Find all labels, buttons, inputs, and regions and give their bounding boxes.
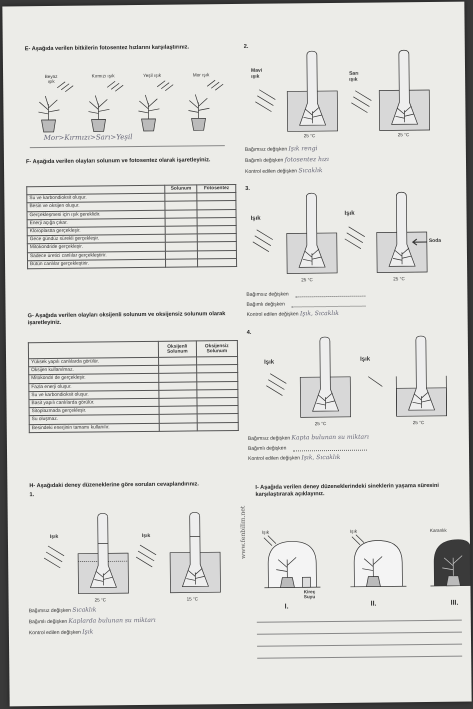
row-statement: Su ve karbondioksit oluşur. (29, 390, 159, 400)
row-statement: Besin ve oksijen oluşur. (27, 202, 165, 212)
plants-illustration (33, 72, 224, 134)
section-g-title: G- Aşağıda verilen olayları oksijenli solunum ve oksijensiz solunum olarak işaretleyiniz. (27, 311, 226, 327)
control-variable: Kontrol edilen değişken Işık (28, 628, 94, 637)
section-i-title: I- Aşağıda verilen deney düzeneklerindeki sineklerin yaşama süresini karşılaştırarak açıklayınız. (255, 482, 439, 498)
table-header: Oksijenli Solunum (158, 341, 196, 357)
section-i-apparatus (258, 524, 469, 616)
control-variable: Kontrol edilen değişken Sıcaklık (245, 167, 323, 175)
setup-numeral: III. (450, 599, 459, 607)
answer-line (30, 145, 225, 148)
experiment-2 (251, 46, 442, 140)
answer-line (293, 450, 367, 452)
dependent-variable: Bağımlı değişken (246, 301, 285, 308)
experiment-3 (250, 192, 451, 286)
table-header: Oksijensiz Solunum (196, 340, 237, 356)
plant-label: Kırmızı ışık (91, 73, 115, 79)
soda-label: Soda (428, 237, 442, 244)
light-label: Sarı ışık (349, 70, 359, 83)
temperature-label: 25 °C (412, 420, 425, 426)
control-variable: Kontrol edilen değişken Işık, Sıcaklık (246, 309, 339, 318)
answer-line (257, 632, 462, 635)
light-label: Işık (344, 210, 355, 217)
section-f-table (26, 184, 237, 269)
answer-cell[interactable] (166, 259, 199, 268)
temperature-label: 25 °C (94, 597, 107, 603)
row-statement: Oksijen kullanılmaz. (29, 366, 159, 376)
section-g-table (28, 340, 239, 433)
answer-cell[interactable] (197, 422, 238, 431)
section-h (29, 481, 239, 499)
row-statement: Fazla enerji oluşur. (29, 382, 159, 392)
plant-pot-icon (188, 94, 209, 130)
light-label: Mavi ışık (251, 67, 263, 80)
row-statement: Gece gündüz sürekli gerçekleşir. (27, 234, 165, 244)
experiment-apparatus (250, 192, 451, 286)
light-label: Işık (349, 528, 358, 534)
section-e-title: E- Aşağıda verilen bitkilerin fotosentez hızlarını karşılaştırınız. (24, 44, 190, 53)
experiment-apparatus (254, 336, 455, 430)
row-statement: Su ve karbondioksit oluşur. (27, 193, 165, 203)
row-statement: Mitokondri de gerçekleşir. (29, 374, 159, 384)
plant-label: Yeşil ışık (143, 72, 162, 78)
temperature-label: 15 °C (186, 596, 199, 602)
light-label: Işık (264, 359, 275, 366)
row-statement: Mitokondride gerçekleşir. (27, 243, 165, 253)
plant-label: Mor ışık (192, 72, 210, 78)
light-label: Işık (261, 529, 270, 535)
answer-line (295, 296, 365, 298)
row-statement: Enerji açığa çıkar. (27, 218, 165, 228)
independent-variable: Bağımsız değişken Işık rengi (244, 145, 318, 153)
temperature-label: 25 °C (393, 276, 405, 282)
row-statement: Su oluşmaz. (29, 415, 159, 425)
row-statement: Sadece üretici canlılar gerçekleştirir. (27, 251, 165, 261)
dependent-variable: Bağımlı değişken Kaplarda bulunan su miktarı (28, 616, 156, 626)
answer-line (257, 644, 462, 647)
light-label: Işık (250, 215, 261, 222)
section-f-title: F- Aşağıda verilen olayları solunum ve fotosentez olarak işaretleyiniz. (25, 157, 211, 166)
row-statement: Besindeki enerjinin tamamı kullanılır. (29, 423, 159, 433)
section-g (28, 311, 238, 327)
temperature-label: 25 °C (314, 421, 327, 427)
temperature-label: 25 °C (303, 133, 316, 139)
independent-variable: Bağımsız değişken Sıcaklık (28, 606, 97, 615)
experiment-number: 2. (243, 43, 249, 50)
row-statement: Yüksek yapılı canlılarda görülür. (29, 357, 159, 367)
control-variable: Kontrol edilen değişken Işık, Sıcaklık (248, 453, 341, 462)
answer-line (257, 620, 462, 623)
section-e-answer: Mor>Kırmızı>Sarı>Yeşil (43, 133, 133, 143)
dependent-variable: Bağımlı değişken (247, 445, 287, 452)
experiment-1 (42, 512, 233, 606)
plant-pot-icon (88, 95, 109, 131)
light-label: Işık (141, 532, 151, 540)
independent-variable: Bağımsız değişken Kapta bulunan su miktarı (247, 433, 369, 442)
answer-cell[interactable] (159, 422, 197, 431)
bell-jar-illustration (258, 524, 469, 616)
section-e-plants (33, 72, 224, 134)
table-header (28, 341, 158, 358)
light-label: Işık (360, 356, 371, 363)
plant-label: Beyaz ışık (44, 73, 58, 84)
row-statement: Gerçekleşmesi için ışık gereklidir. (27, 210, 165, 220)
worksheet-page (2, 2, 471, 707)
independent-variable: Bağımsız değişken (246, 291, 289, 298)
plant-pot-icon (38, 96, 59, 132)
answer-line (257, 656, 462, 659)
light-rays-icon (57, 80, 223, 92)
section-e (25, 44, 225, 53)
experiment-number: 4. (246, 329, 252, 336)
row-statement: Sitoplazmada gerçekleşir. (29, 406, 159, 416)
experiment-number: 3. (245, 185, 250, 192)
setup-numeral: I. (284, 603, 289, 611)
dark-label: Karanlık (429, 527, 447, 533)
section-i (255, 483, 455, 499)
plant-pot-icon (138, 95, 159, 131)
table-row (28, 258, 237, 268)
section-h-title: H- Aşağıdaki deney düzeneklerine göre soruları cevaplandırınız. (29, 481, 199, 490)
table-header: Solunum (165, 185, 198, 194)
answer-cell[interactable] (198, 258, 237, 267)
temperature-label: 25 °C (301, 277, 313, 283)
table-row (29, 422, 238, 432)
table-header: Fotosentez (197, 185, 236, 194)
experiment-apparatus (251, 46, 442, 140)
experiment-number: 1. (29, 492, 35, 499)
limewater-label: Kireç Suyu (303, 589, 316, 600)
section-f (26, 157, 236, 166)
experiment-4 (254, 336, 455, 430)
row-statement: Kloroplastta gerçekleşir. (27, 226, 165, 236)
setup-numeral: II. (370, 600, 377, 608)
answer-line (292, 306, 366, 308)
dependent-variable: Bağımlı değişken fotosentez hızı (244, 156, 330, 164)
row-statement: Bütün canlılar gerçekleştirir. (28, 259, 166, 269)
experiment-apparatus (42, 512, 233, 606)
light-label: Işık (49, 533, 59, 540)
temperature-label: 25 °C (397, 132, 410, 138)
watermark: www.fenbilim.net (239, 505, 248, 559)
row-statement: Basit yapılı canlılarda görülür. (29, 398, 159, 408)
